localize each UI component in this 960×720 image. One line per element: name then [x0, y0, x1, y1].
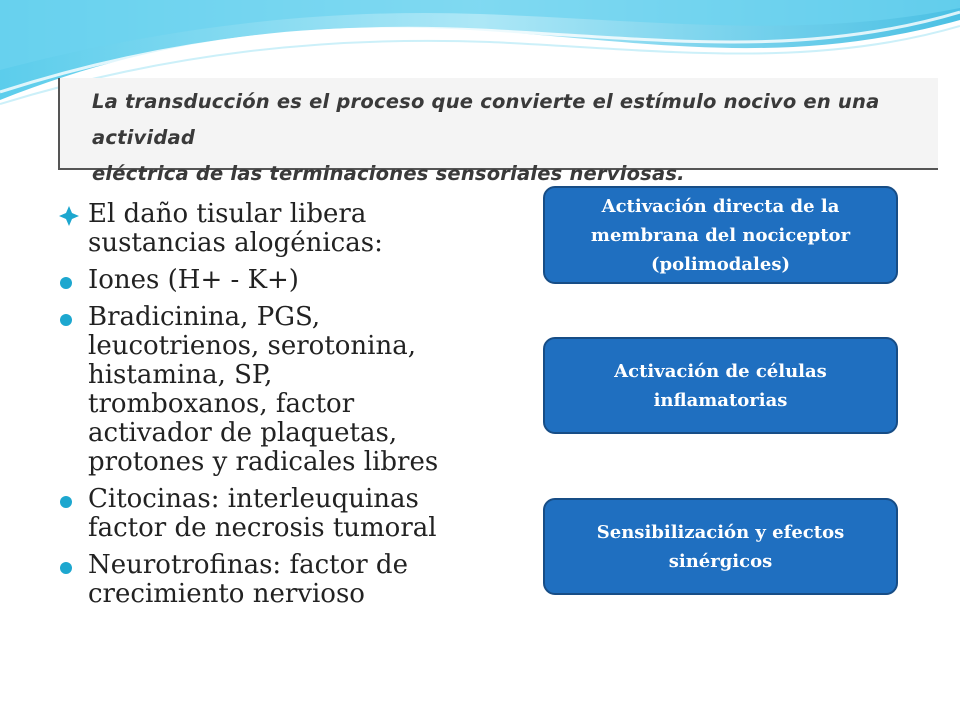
definition-line-1: La transducción es el proceso que convierte el estímulo nocivo en una actividad [92, 90, 880, 149]
box-sensibilizacion: Sensibilización y efectos sinérgicos [543, 498, 898, 595]
box-activacion-directa: Activación directa de la membrana del nociceptor (polimodales) [543, 186, 898, 284]
bullet-item-neurotrofinas: Neurotrofinas: factor de crecimiento nervioso [58, 551, 488, 609]
bullet-list [58, 200, 488, 617]
bullet-item-citocinas: Citocinas: interleuquinas factor de necrosis tumoral [58, 485, 488, 543]
definition-box [58, 78, 938, 185]
bullet-item-iones: Iones (H+ - K+) [58, 266, 488, 295]
bullet-dot-icon [60, 277, 72, 289]
bullet-heading: El daño tisular libera sustancias alogénicas: [58, 200, 488, 258]
definition-line-2: eléctrica de las terminaciones sensoriales nerviosas. [92, 162, 685, 185]
bullet-dot-icon [60, 562, 72, 574]
bullet-dot-icon [60, 496, 72, 508]
bullet-item-bradicinina: Bradicinina, PGS, leucotrienos, serotonina, histamina, SP, tromboxanos, factor activador de plaquetas, protones y radicales libres [58, 303, 488, 477]
bullet-dot-icon [60, 314, 72, 326]
box-activacion-celulas: Activación de células inflamatorias [543, 337, 898, 434]
diamond-bullet-icon [58, 205, 80, 227]
